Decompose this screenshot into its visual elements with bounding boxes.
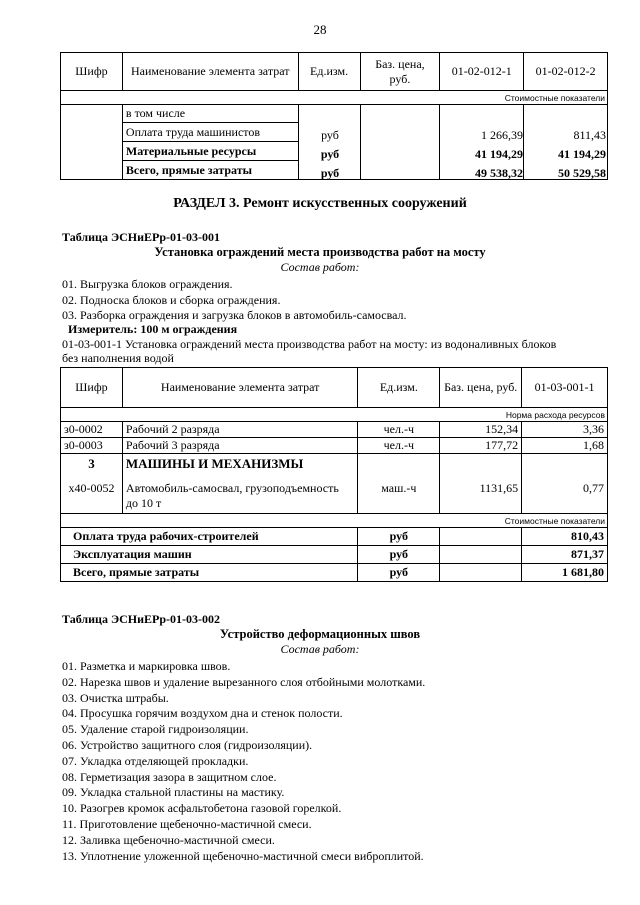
- table-row-machinery: [61, 454, 608, 514]
- table-title: Установка ограждений места производства работ на мосту: [154, 245, 486, 259]
- table-row: [61, 422, 608, 438]
- row-unit: чел.-ч: [358, 438, 440, 454]
- header-name: Наименование элемента затрат: [122, 53, 298, 91]
- row-unit: руб: [358, 546, 440, 564]
- work-steps-list: [62, 659, 425, 864]
- work-step: 04. Просушка горячим воздухом дна и стенок полости.: [62, 706, 343, 721]
- row-value-2: 41 194,29: [558, 147, 606, 161]
- work-step: 13. Уплотнение уложенной щебеночно-мастичной смеси виброплитой.: [62, 848, 424, 863]
- row-name: Рабочий 3 разряда: [122, 438, 358, 454]
- header-code: Шифр: [61, 53, 123, 91]
- table-label: Таблица ЭСНиЕРр-01-03-001: [62, 230, 221, 244]
- row-unit: руб: [320, 166, 340, 180]
- row-name: Всего, прямые затраты: [122, 161, 298, 180]
- page-number: 28: [313, 22, 327, 37]
- band-cost-indicators: Стоимостные показатели: [61, 91, 608, 105]
- work-step: 03. Разборка ограждения и загрузка блоков в автомобиль-самосвал.: [62, 308, 407, 322]
- row-code: з0-0002: [61, 422, 123, 438]
- header-col1: 01-02-012-1: [440, 53, 524, 91]
- row-value-2: 50 529,58: [558, 166, 606, 180]
- work-step: 02. Нарезка швов и удаление вырезанного слоя отбойными молотками.: [62, 674, 426, 689]
- composition-heading: Состав работ:: [280, 642, 360, 656]
- header-col2: 01-02-012-2: [524, 53, 608, 91]
- row-code: х40-0052: [68, 481, 115, 495]
- row-name: Оплата труда рабочих-строителей: [61, 528, 358, 546]
- header-name: Наименование элемента затрат: [122, 368, 358, 408]
- row-value-2: 811,43: [573, 128, 606, 142]
- work-step: 09. Укладка стальной пластины на мастику.: [62, 785, 285, 800]
- row-unit: руб: [358, 528, 440, 546]
- table-row: [61, 564, 608, 582]
- table-row: [61, 546, 608, 564]
- meter: Измеритель: 100 м ограждения: [68, 322, 238, 336]
- row-name-cont: до 10 т: [125, 496, 162, 510]
- row-value-1: 49 538,32: [475, 166, 523, 180]
- section-title: РАЗДЕЛ 3. Ремонт искусственных сооружений: [173, 196, 467, 211]
- row-price: 1131,65: [440, 454, 522, 514]
- row-name: Всего, прямые затраты: [61, 564, 358, 582]
- work-step: 03. Очистка штрабы.: [62, 690, 169, 705]
- work-step: 08. Герметизация зазора в защитном слое.: [62, 769, 277, 784]
- row-value: 871,37: [522, 546, 608, 564]
- row-name: Рабочий 2 разряда: [122, 422, 358, 438]
- group-code: 3: [88, 456, 95, 471]
- row-name: Автомобиль-самосвал, грузоподъемность: [125, 481, 339, 495]
- row-price: 152,34: [440, 422, 522, 438]
- work-step: 11. Приготовление щебеночно-мастичной смеси.: [62, 816, 312, 831]
- band-resource-norms: Норма расхода ресурсов: [61, 408, 608, 422]
- row-value: 1,68: [522, 438, 608, 454]
- row-value: 0,77: [522, 454, 608, 514]
- work-step: 01. Разметка и маркировка швов.: [62, 659, 231, 673]
- row-value: 810,43: [522, 528, 608, 546]
- work-step: 06. Устройство защитного слоя (гидроизоляции).: [62, 737, 313, 752]
- row-code: з0-0003: [61, 438, 123, 454]
- work-step: 01. Выгрузка блоков ограждения.: [62, 277, 233, 291]
- row-value-1: 41 194,29: [475, 147, 523, 161]
- work-step: 02. Подноска блоков и сборка ограждения.: [62, 293, 281, 307]
- header-col1: 01-03-001-1: [522, 368, 608, 408]
- band-cost-indicators: Стоимостные показатели: [61, 514, 608, 528]
- row-unit: руб: [320, 147, 340, 161]
- header-unit: Ед.изм.: [298, 53, 360, 91]
- table-title: Устройство деформационных швов: [219, 627, 421, 641]
- cost-table-01-03-001: [60, 367, 608, 582]
- header-price: Баз. цена, руб.: [360, 53, 440, 91]
- row-name: Материальные ресурсы: [122, 142, 298, 161]
- header-unit: Ед.изм.: [358, 368, 440, 408]
- row-unit: чел.-ч: [358, 422, 440, 438]
- row-unit: руб: [321, 128, 339, 142]
- row-unit: руб: [358, 564, 440, 582]
- row-name: в том числе: [122, 105, 298, 123]
- row-name: Эксплуатация машин: [61, 546, 358, 564]
- row-name: Оплата труда машинистов: [122, 123, 298, 142]
- item-description: без наполнения водой: [62, 351, 174, 365]
- work-step: 07. Укладка отделяющей прокладки.: [62, 753, 249, 768]
- table-row: [61, 528, 608, 546]
- item-description: 01-03-001-1 Установка ограждений места производства работ на мосту: из водоналивных блоков: [62, 337, 557, 351]
- row-value-1: 1 266,39: [481, 128, 523, 142]
- row-value: 3,36: [522, 422, 608, 438]
- table-row: [61, 105, 608, 123]
- header-price: Баз. цена, руб.: [440, 368, 522, 408]
- table-header-row: [61, 53, 608, 91]
- row-value: 1 681,80: [522, 564, 608, 582]
- work-step: 05. Удаление старой гидроизоляции.: [62, 722, 249, 737]
- row-price: 177,72: [440, 438, 522, 454]
- row-unit: маш.-ч: [358, 454, 440, 514]
- work-step: 10. Разогрев кромок асфальтобетона газовой горелкой.: [62, 801, 342, 816]
- work-step: 12. Заливка щебеночно-мастичной смеси.: [62, 832, 275, 847]
- composition-heading: Состав работ:: [280, 260, 360, 274]
- table-row: [61, 438, 608, 454]
- header-code: Шифр: [61, 368, 123, 408]
- table-label: Таблица ЭСНиЕРр-01-03-002: [62, 612, 221, 626]
- group-name: МАШИНЫ И МЕХАНИЗМЫ: [125, 456, 304, 471]
